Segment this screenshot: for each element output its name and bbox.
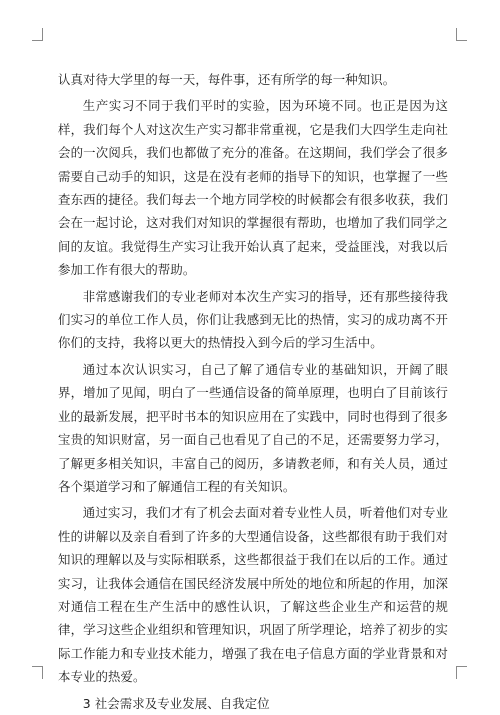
paragraph-production-internship: 生产实习不同于我们平时的实验，因为环境不同。也正是因为这样，我们每个人对这次生产实习都非常重视，它是我们大四学生走向社会的一次阅兵，我们也都做了充分的准备。在这期间，我们学会了很多需要自己动手的知识，这是在没有老师的指导下的知识，也掌握了一些查东西的捷径。我们每去一个地方同学校的时候都会有很多收获，我们会在一起讨论，这对我们对知识的掌握很有帮助，也增加了我们同学之间的友谊。我觉得生产实习让我开始认真了起来，受益匪浅，对我以后参加工作有很大的帮助。 xyxy=(58,98,448,278)
crop-mark-bottom-right xyxy=(456,666,467,679)
paragraph-continuation: 认真对待大学里的每一天，每件事，还有所学的每一种知识。 xyxy=(58,72,396,87)
paragraph-cognition-internship: 通过本次认识实习，自己了解了通信专业的基础知识，开阔了眼界，增加了见闻，明白了一些通信设备的简单原理，也明白了目前该行业的最新发展，把平时书本的知识应用在了实践中，同时也得到了很多宝贵的知识财富，另一面自己也看见了自己的不足，还需要努力学习，了解更多相关知识，丰富自己的阅历，多请教老师，和有关人员，通过各个渠道学习和了解通信工程的有关知识。 xyxy=(58,361,448,494)
crop-mark-top-left xyxy=(32,28,43,41)
paragraph-thanks: 非常感谢我们的专业老师对本次生产实习的指导，还有那些接待我们实习的单位工作人员，你们让我感到无比的热情，实习的成功离不开你们的支持，我将以更大的热情投入到今后的学习生活中。 xyxy=(58,288,448,351)
paragraph-professional-exposure: 通过实习，我们才有了机会去面对着专业性人员，听着他们对专业性的讲解以及亲自看到了许多的大型通信设备，这些都很有助于我们对知识的理解以及与实际相联系，这些都很益于我们在以后的工作。通过实习，让我体会通信在国民经济发展中所处的地位和所起的作用，加深对通信工程在生产生活中的感性认识，了解这些企业生产和运营的规律，学习这些企业组织和管理知识，巩固了所学理论，培养了初步的实际工作能力和专业技术能力，增强了我在电子信息方面的学业背景和对本专业的热爱。 xyxy=(58,505,448,685)
document-body xyxy=(58,68,448,715)
crop-mark-top-right xyxy=(456,28,467,41)
section-heading: 3 社会需求及专业发展、自我定位 xyxy=(82,695,270,711)
crop-mark-bottom-left xyxy=(32,666,43,679)
